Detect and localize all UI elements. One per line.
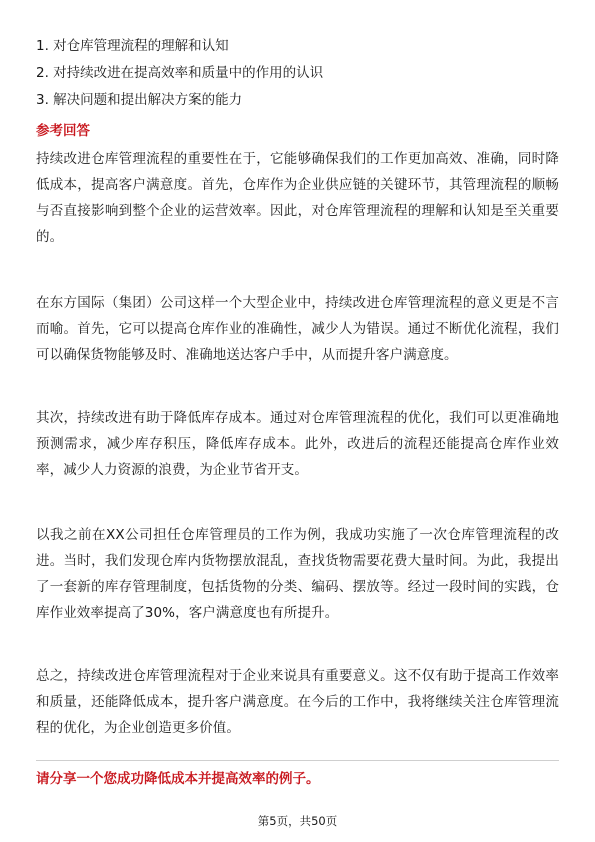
answer-paragraph-2: 在东方国际（集团）公司这样一个大型企业中，持续改进仓库管理流程的意义更是不言而喻。首先，它可以提高仓库作业的准确性，减少人为错误。通过不断优化流程，我们可以确保货物能够及时、准确地送达客户手中，从而提升客户满意度。 <box>36 295 559 363</box>
answer-paragraph-3: 其次，持续改进有助于降低库存成本。通过对仓库管理流程的优化，我们可以更准确地预测需求，减少库存积压，降低库存成本。此外，改进后的流程还能提高仓库作业效率，减少人力资源的浪费，为企业节省开支。 <box>36 410 559 478</box>
answer-paragraph-1: 持续改进仓库管理流程的重要性在于，它能够确保我们的工作更加高效、准确，同时降低成本，提高客户满意度。首先，仓库作为企业供应链的关键环节，其管理流程的顺畅与否直接影响到整个企业的运营效率。因此，对仓库管理流程的理解和认知是至关重要的。 <box>36 151 559 245</box>
evaluation-point-2: 2. 对持续改进在提高效率和质量中的作用的认识 <box>36 65 324 81</box>
evaluation-points-list <box>36 33 323 114</box>
answer-paragraph-4: 以我之前在XX公司担任仓库管理员的工作为例，我成功实施了一次仓库管理流程的改进。当时，我们发现仓库内货物摆放混乱，查找货物需要花费大量时间。为此，我提出了一套新的库存管理制度，包括货物的分类、编码、摆放等。经过一段时间的实践，仓库作业效率提高了30%，客户满意度也有所提升。 <box>36 527 559 621</box>
section-divider <box>36 760 559 761</box>
evaluation-point-1: 1. 对仓库管理流程的理解和认知 <box>36 38 229 54</box>
evaluation-point-3: 3. 解决问题和提出解决方案的能力 <box>36 92 243 108</box>
answer-label: 参考回答 <box>36 123 90 139</box>
answer-paragraph-5: 总之，持续改进仓库管理流程对于企业来说具有重要意义。这不仅有助于提高工作效率和质量，还能降低成本，提升客户满意度。在今后的工作中，我将继续关注仓库管理流程的优化，为企业创造更多价值。 <box>36 668 559 736</box>
next-question: 请分享一个您成功降低成本并提高效率的例子。 <box>36 771 320 787</box>
page-number: 第5页，共50页 <box>257 814 338 828</box>
